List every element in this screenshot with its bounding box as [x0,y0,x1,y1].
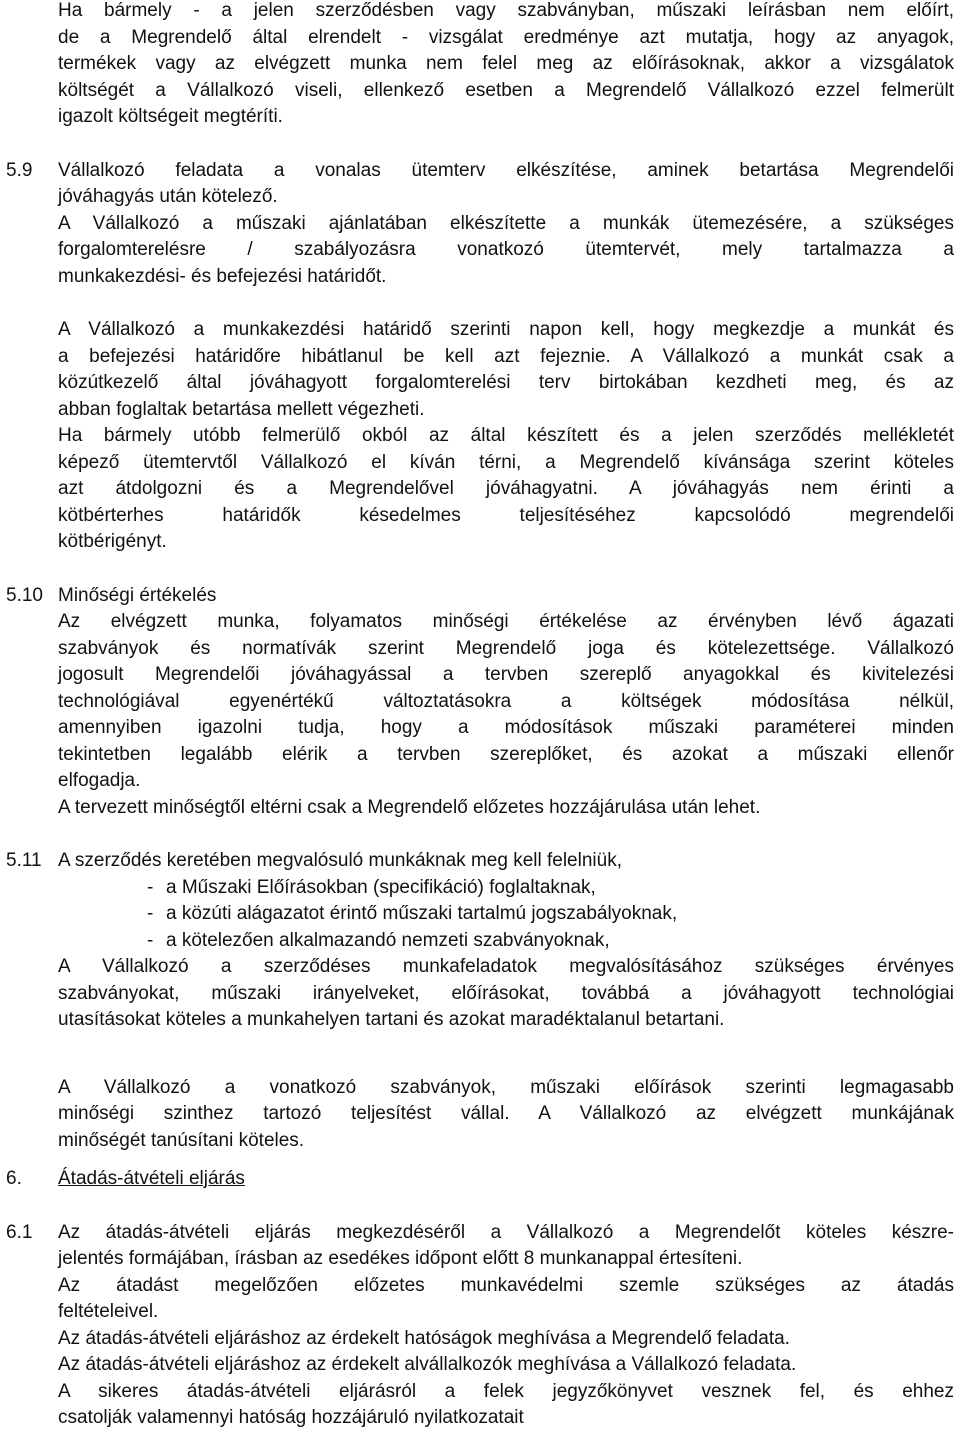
text-line: A szerződés keretében megvalósuló munkáknak meg kell felelniük, [58,850,622,871]
text-line: közútkezelő által jóváhagyott forgalomterelési terv birtokában kezdheti meg, és az [58,372,954,393]
text-line: Ha bármely utóbb felmerülő okból az által készített és a jelen szerződés mellékletét [58,425,954,446]
text-line: A sikeres átadás-átvételi eljárásról a felek jegyzőkönyvet vesznek fel, és ehhez [58,1380,954,1402]
text-line: jelentés formájában, írásban az esedékes időpont előtt 8 munkanappal értesíteni. [58,1248,743,1269]
dash-bullet: - [147,876,154,898]
section-5-11 [0,848,960,875]
text-line: elfogadja. [58,770,141,791]
text-line: technológiával egyenértékű változtatásokra a költségek módosítása nélkül, [58,690,954,712]
text-line: költségét a Vállalkozó viseli, ellenkező esetben a Megrendelő Vállalkozó ezzel felmerült [58,79,954,101]
text-line: de a Megrendelő által elrendelt - vizsgálat eredménye azt mutatja, hogy az anyagok, [58,26,954,48]
text-line: szabványokat, műszaki irányelveket, előírásokat, továbbá a jóváhagyott technológiai [58,982,954,1004]
section-number: 6. [6,1168,22,1189]
section-6 [0,1166,960,1193]
list-item [0,928,960,955]
paragraph-inspection-costs [0,0,960,131]
section-title: Minőségi értékelés [58,584,217,606]
section-5-9 [0,158,960,291]
dash-bullet: - [147,929,154,951]
text-line: azt átdolgozni és a Megrendelővel jóváhagyatni. A jóváhagyás nem érinti a [58,478,954,499]
text-line: Ha bármely - a jelen szerződésben vagy szabványban, műszaki leírásban nem előírt, [58,0,954,21]
text-line: minőségét tanúsítani köteles. [58,1129,305,1151]
text-line: a befejezési határidőre hibátlanul be kell azt fejeznie. A Vállalkozó a munkát csak a [58,345,954,367]
text-line: abban foglaltak betartása mellett végezheti. [58,398,425,420]
text-line: A tervezett minőségtől eltérni csak a Megrendelő előzetes hozzájárulása után lehet. [58,796,761,818]
section-5-11-quality [0,1075,960,1155]
section-number: 6.1 [6,1221,33,1243]
text-line: tekintetben legalább elérik a tervben szereplőket, és azokat a műszaki ellenőr [58,743,954,765]
text-line: igazolt költségeit megtéríti. [58,106,283,127]
text-line: képező ütemtervtől Vállalkozó el kíván térni, a Megrendelő kívánsága szerint köteles [58,451,954,473]
text-line: Az átadás-átvételi eljárás megkezdéséről a Vállalkozó a Megrendelőt köteles készre- [58,1221,954,1243]
text-line: A Vállalkozó a munkakezdési határidő szerinti napon kell, hogy megkezdje a munkát és [58,319,954,340]
section-5-11-standards [0,954,960,1034]
text-line: jogosult Megrendelői jóváhagyással a tervben szereplő anyagokkal és kivitelezési [58,664,954,685]
list-item [0,901,960,928]
text-line: kötbérterhes határidők késedelmes teljesítéséhez kapcsolódó megrendelői [58,504,954,526]
text-line: kötbérigényt. [58,531,167,552]
section-number: 5.11 [6,850,42,871]
text-line: csatolják valamennyi hatóság hozzájáruló nyilatkozatait [58,1407,524,1428]
text-line: amennyiben igazolni tudja, hogy a módosítások műszaki paraméterei minden [58,717,954,738]
text-line: munkakezdési- és befejezési határidőt. [58,265,387,287]
dash-bullet: - [147,903,154,924]
text-line: feltételeivel. [58,1301,159,1322]
section-number: 5.9 [6,159,33,181]
text-line: termékek vagy az elvégzett munka nem felel meg az előírásoknak, akkor a vizsgálatok [58,53,954,74]
section-heading: Átadás-átvételi eljárás [58,1168,245,1189]
text-line: jóváhagyás után kötelező. [58,186,278,207]
text-line: utasításokat köteles a munkahelyen tartani és azokat maradéktalanul betartani. [58,1009,725,1030]
section-5-10 [0,583,960,822]
text-line: Vállalkozó feladata a vonalas ütemterv elkészítése, aminek betartása Megrendelői [58,159,954,181]
list-item-text: a közúti alágazatot érintő műszaki tartalmú jogszabályoknak, [166,903,678,924]
text-line: Az átadás-átvételi eljáráshoz az érdekelt alvállalkozók meghívása a Vállalkozó feladata. [58,1354,797,1375]
text-line: forgalomterelésre / szabályozásra vonatkozó ütemtervét, mely tartalmazza a [58,239,954,260]
text-line: A Vállalkozó a szerződéses munkafeladatok megvalósításához szükséges érvényes [58,956,954,977]
list-item-text: a kötelezően alkalmazandó nemzeti szabványoknak, [166,929,610,951]
text-line: A Vállalkozó a műszaki ajánlatában elkészítette a munkák ütemezésére, a szükséges [58,212,954,234]
section-5-9-start-deadline [0,317,960,556]
text-line: A Vállalkozó a vonatkozó szabványok, műszaki előírások szerinti legmagasabb [58,1076,954,1098]
text-line: Az átadást megelőzően előzetes munkavédelmi szemle szükséges az átadás [58,1274,954,1296]
section-number: 5.10 [6,584,43,606]
text-line: Az elvégzett munka, folyamatos minőségi értékelése az érvényben lévő ágazati [58,611,954,632]
text-line: Az átadás-átvételi eljáráshoz az érdekelt hatóságok meghívása a Megrendelő feladata. [58,1327,790,1349]
text-line: szabványok és normatívák szerint Megrendelő joga és kötelezettsége. Vállalkozó [58,637,954,659]
text-line: minőségi szinthez tartozó teljesítést vállal. A Vállalkozó az elvégzett munkájának [58,1103,954,1124]
list-item [0,875,960,902]
list-item-text: a Műszaki Előírásokban (specifikáció) foglaltaknak, [166,876,596,898]
section-6-1 [0,1220,960,1432]
